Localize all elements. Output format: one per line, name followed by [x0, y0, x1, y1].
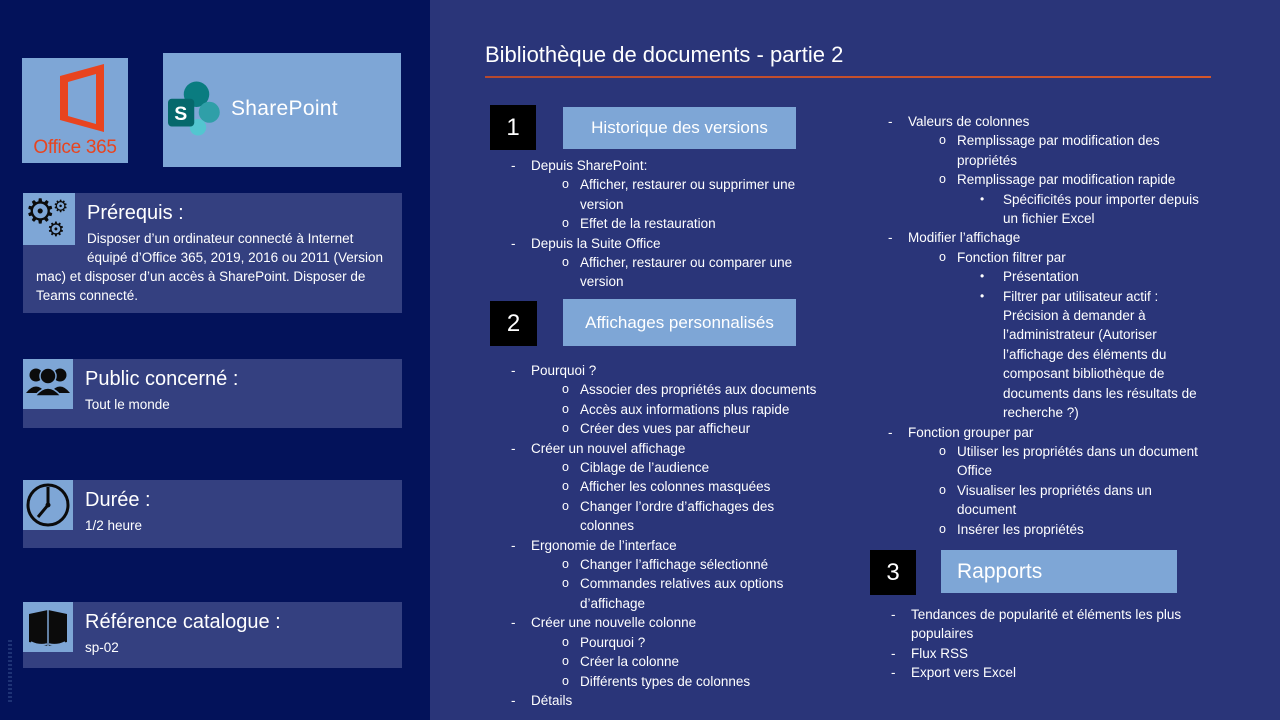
clock-icon [23, 480, 73, 530]
list-item: - Créer une nouvelle colonne [505, 613, 830, 632]
left-sidebar [0, 0, 430, 720]
section-1-list [505, 156, 830, 292]
list-item: o Pourquoi ? [505, 633, 830, 652]
list-item: o Créer la colonne [505, 652, 830, 671]
list-item: - Modifier l’affichage [882, 228, 1202, 247]
list-item: - Pourquoi ? [505, 361, 830, 380]
sharepoint-logo [168, 79, 222, 141]
duration-body: 1/2 heure [85, 518, 143, 533]
list-item: o Remplissage par modification des propriétés [882, 131, 1202, 170]
title-underline [485, 76, 1211, 78]
audience-body: Tout le monde [85, 397, 170, 412]
prerequisites-body: Disposer d’un ordinateur connecté à Internet équipé d’Office 365, 2019, 2016 ou 2011 (Version mac) et disposer d’un accès à SharePoint. Disposer de Teams connecté. [36, 231, 383, 303]
office-365-logo [22, 58, 128, 138]
list-item: - Depuis SharePoint: [505, 156, 830, 175]
right-column-list [882, 112, 1202, 539]
page-title: Bibliothèque de documents - partie 2 [485, 42, 844, 67]
catalog-reference-body: sp-02 [85, 640, 119, 655]
prerequisites-box [23, 193, 402, 313]
sharepoint-logo-tile [163, 53, 401, 167]
list-item: o Effet de la restauration [505, 214, 830, 233]
left-edge-watermark [8, 640, 12, 704]
duration-title: Durée : [85, 489, 151, 511]
list-item: - Détails [505, 691, 830, 710]
list-item: • Filtrer par utilisateur actif : Précision à demander à l’administrateur (Autoriser l’affichage des éléments du composant bibliothèque de documents dans les résultats de recherche ?) [882, 287, 1202, 423]
prerequisites-title: Prérequis : [87, 202, 184, 224]
audience-title: Public concerné : [85, 368, 239, 390]
list-item: • Présentation [882, 267, 1202, 286]
section-3-list [885, 605, 1215, 683]
list-item: - Depuis la Suite Office [505, 234, 830, 253]
duration-box [23, 480, 402, 548]
catalog-reference-box [23, 602, 402, 668]
office-365-logo-tile [22, 58, 128, 163]
gears-icon: ⚙ ⚙ ⚙ [23, 193, 75, 245]
list-item: o Fonction filtrer par [882, 248, 1202, 267]
list-item: - Créer un nouvel affichage [505, 439, 830, 458]
sharepoint-label: SharePoint [231, 97, 338, 120]
list-item: - Export vers Excel [885, 663, 1215, 682]
list-item: o Remplissage par modification rapide [882, 170, 1202, 189]
list-item: o Ciblage de l’audience [505, 458, 830, 477]
list-item: • Spécificités pour importer depuis un fichier Excel [882, 190, 1202, 229]
people-icon [23, 359, 73, 409]
section-1-heading: Historique des versions [563, 107, 796, 149]
list-item: o Associer des propriétés aux documents [505, 380, 830, 399]
list-item: o Commandes relatives aux options d’affichage [505, 574, 830, 613]
open-book-icon [23, 602, 73, 652]
section-2-heading: Affichages personnalisés [563, 299, 796, 346]
section-2-number: 2 [490, 301, 537, 346]
section-1-number: 1 [490, 105, 536, 150]
list-item: o Accès aux informations plus rapide [505, 400, 830, 419]
list-item: o Différents types de colonnes [505, 672, 830, 691]
section-3-heading: Rapports [941, 550, 1177, 593]
list-item: o Afficher, restaurer ou supprimer une version [505, 175, 830, 214]
list-item: - Valeurs de colonnes [882, 112, 1202, 131]
list-item: o Visualiser les propriétés dans un document [882, 481, 1202, 520]
list-item: o Afficher, restaurer ou comparer une version [505, 253, 830, 292]
list-item: - Tendances de popularité et éléments les plus populaires [885, 605, 1215, 644]
list-item: - Fonction grouper par [882, 423, 1202, 442]
list-item: - Flux RSS [885, 644, 1215, 663]
section-2-list [505, 361, 830, 710]
list-item: o Insérer les propriétés [882, 520, 1202, 539]
list-item: o Créer des vues par afficheur [505, 419, 830, 438]
audience-box [23, 359, 402, 428]
list-item: o Afficher les colonnes masquées [505, 477, 830, 496]
list-item: o Changer l’ordre d’affichages des colonnes [505, 497, 830, 536]
svg-text:S: S [174, 102, 188, 125]
section-3-number: 3 [870, 550, 916, 595]
list-item: o Utiliser les propriétés dans un document Office [882, 442, 1202, 481]
catalog-reference-title: Référence catalogue : [85, 611, 281, 633]
office-365-label: Office 365 [33, 137, 117, 158]
list-item: o Changer l’affichage sélectionné [505, 555, 830, 574]
list-item: - Ergonomie de l’interface [505, 536, 830, 555]
